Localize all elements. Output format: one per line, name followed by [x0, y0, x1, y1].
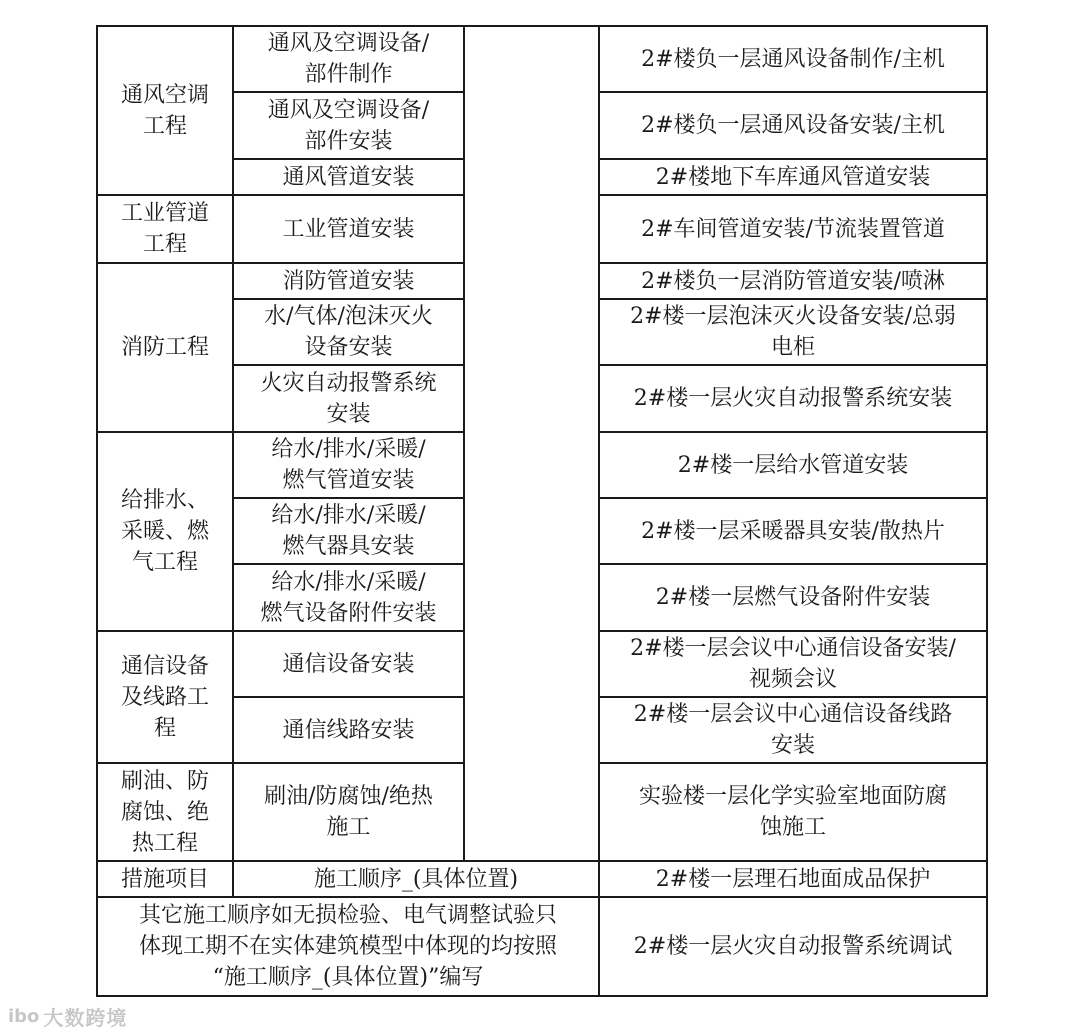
location-cell: 2#楼负一层通风设备安装/主机: [599, 92, 987, 159]
construction-sequence-table: [96, 25, 988, 997]
item-cell: 通信线路安装: [233, 697, 464, 763]
item-cell: 给水/排水/采暖/ 燃气设备附件安装: [233, 564, 464, 631]
category-cell: 工业管道 工程: [97, 195, 233, 263]
table-row: [97, 897, 987, 996]
item-cell: 刷油/防腐蚀/绝热 施工: [233, 763, 464, 861]
item-cell: 通风管道安装: [233, 159, 464, 195]
location-cell: 2#楼地下车库通风管道安装: [599, 159, 987, 195]
location-cell: 2#楼一层泡沫灭火设备安装/总弱 电柜: [599, 299, 987, 365]
category-cell: 给排水、 采暖、燃 气工程: [97, 432, 233, 631]
item-cell: 通信设备安装: [233, 631, 464, 697]
item-cell: 给水/排水/采暖/ 燃气管道安装: [233, 432, 464, 498]
table-row: [97, 26, 987, 92]
blank-merged-cell: [464, 26, 599, 861]
location-cell: 2#楼一层会议中心通信设备安装/ 视频会议: [599, 631, 987, 697]
item-cell: 火灾自动报警系统 安装: [233, 365, 464, 432]
watermark-text: 大数跨境: [43, 1005, 128, 1030]
location-cell: 2#楼一层给水管道安装: [599, 432, 987, 498]
item-cell: 水/气体/泡沫灭火 设备安装: [233, 299, 464, 365]
item-cell: 消防管道安装: [233, 263, 464, 299]
item-cell: 工业管道安装: [233, 195, 464, 263]
watermark-logo-icon: ibo: [8, 1005, 40, 1027]
location-cell: 2#楼负一层消防管道安装/喷淋: [599, 263, 987, 299]
category-cell: 通风空调 工程: [97, 26, 233, 195]
item-cell: 通风及空调设备/ 部件制作: [233, 26, 464, 92]
table-row: [97, 861, 987, 897]
category-cell: 刷油、防 腐蚀、绝 热工程: [97, 763, 233, 861]
measures-location-cell: 2#楼一层理石地面成品保护: [599, 861, 987, 897]
category-cell: 通信设备 及线路工 程: [97, 631, 233, 763]
other-location-cell: 2#楼一层火灾自动报警系统调试: [599, 897, 987, 996]
measures-item-cell: 施工顺序_(具体位置): [233, 861, 599, 897]
location-cell: 实验楼一层化学实验室地面防腐 蚀施工: [599, 763, 987, 861]
location-cell: 2#楼一层火灾自动报警系统安装: [599, 365, 987, 432]
measures-category-cell: 措施项目: [97, 861, 233, 897]
item-cell: 通风及空调设备/ 部件安装: [233, 92, 464, 159]
category-cell: 消防工程: [97, 263, 233, 432]
item-cell: 给水/排水/采暖/ 燃气器具安装: [233, 498, 464, 564]
location-cell: 2#车间管道安装/节流装置管道: [599, 195, 987, 263]
watermark: [8, 1000, 127, 1032]
other-note-cell: 其它施工顺序如无损检验、电气调整试验只 体现工期不在实体建筑模型中体现的均按照 “施工顺序_(具体位置)”编写: [97, 897, 599, 996]
location-cell: 2#楼负一层通风设备制作/主机: [599, 26, 987, 92]
location-cell: 2#楼一层采暖器具安装/散热片: [599, 498, 987, 564]
location-cell: 2#楼一层燃气设备附件安装: [599, 564, 987, 631]
location-cell: 2#楼一层会议中心通信设备线路 安装: [599, 697, 987, 763]
